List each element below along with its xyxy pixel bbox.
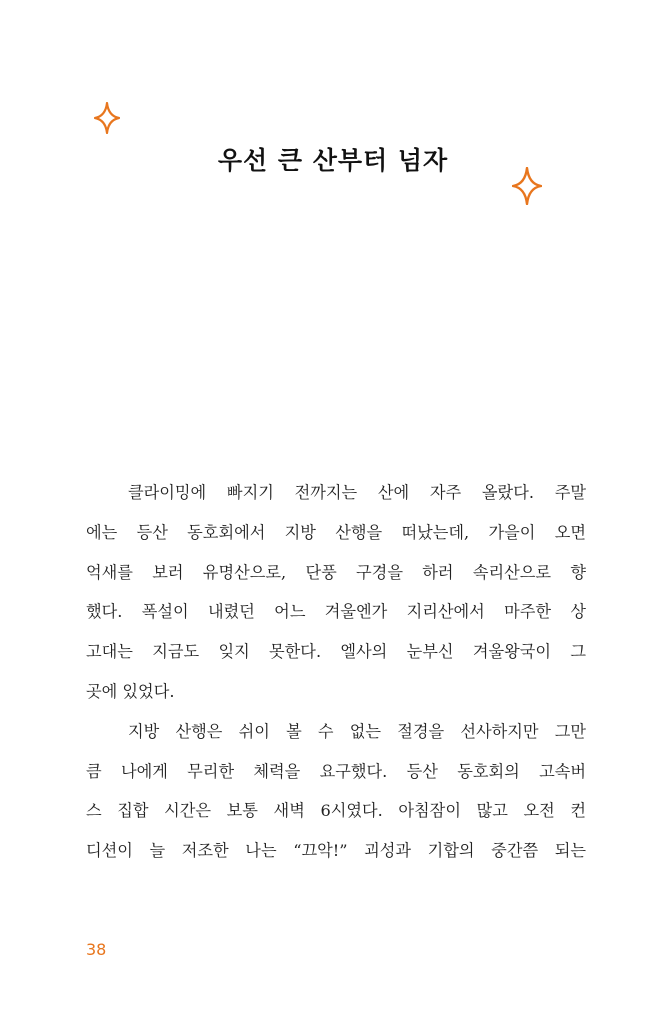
- body-line: 클라이밍에 빠지기 전까지는 산에 자주 올랐다. 주말: [128, 483, 586, 502]
- chapter-title: 우선 큰 산부터 넘자: [217, 146, 449, 175]
- body-line: 했다. 폭설이 내렸던 어느 겨울엔가 지리산에서 마주한 상: [86, 602, 586, 622]
- body-text: [86, 473, 586, 871]
- body-line: 곳에 있었다.: [86, 681, 175, 701]
- body-line: 억새를 보러 유명산으로, 단풍 구경을 하러 속리산으로 향: [86, 562, 586, 582]
- body-line: 지방 산행은 쉬이 볼 수 없는 절경을 선사하지만 그만: [128, 721, 586, 741]
- body-line: 큼 나에게 무리한 체력을 요구했다. 등산 동호회의 고속버: [86, 761, 586, 781]
- body-line: 스 집합 시간은 보통 새벽 6시였다. 아침잠이 많고 오전 컨: [86, 801, 586, 821]
- page-number: 38: [86, 940, 107, 959]
- body-line: 디션이 늘 저조한 나는 “끄악!” 괴성과 기합의 중간쯤 되는: [86, 841, 586, 861]
- body-line: 고대는 지금도 잊지 못한다. 엘사의 눈부신 겨울왕국이 그: [86, 642, 586, 662]
- body-line: 에는 등산 동호회에서 지방 산행을 떠났는데, 가을이 오면: [86, 522, 586, 542]
- sparkle-icon: [94, 102, 120, 134]
